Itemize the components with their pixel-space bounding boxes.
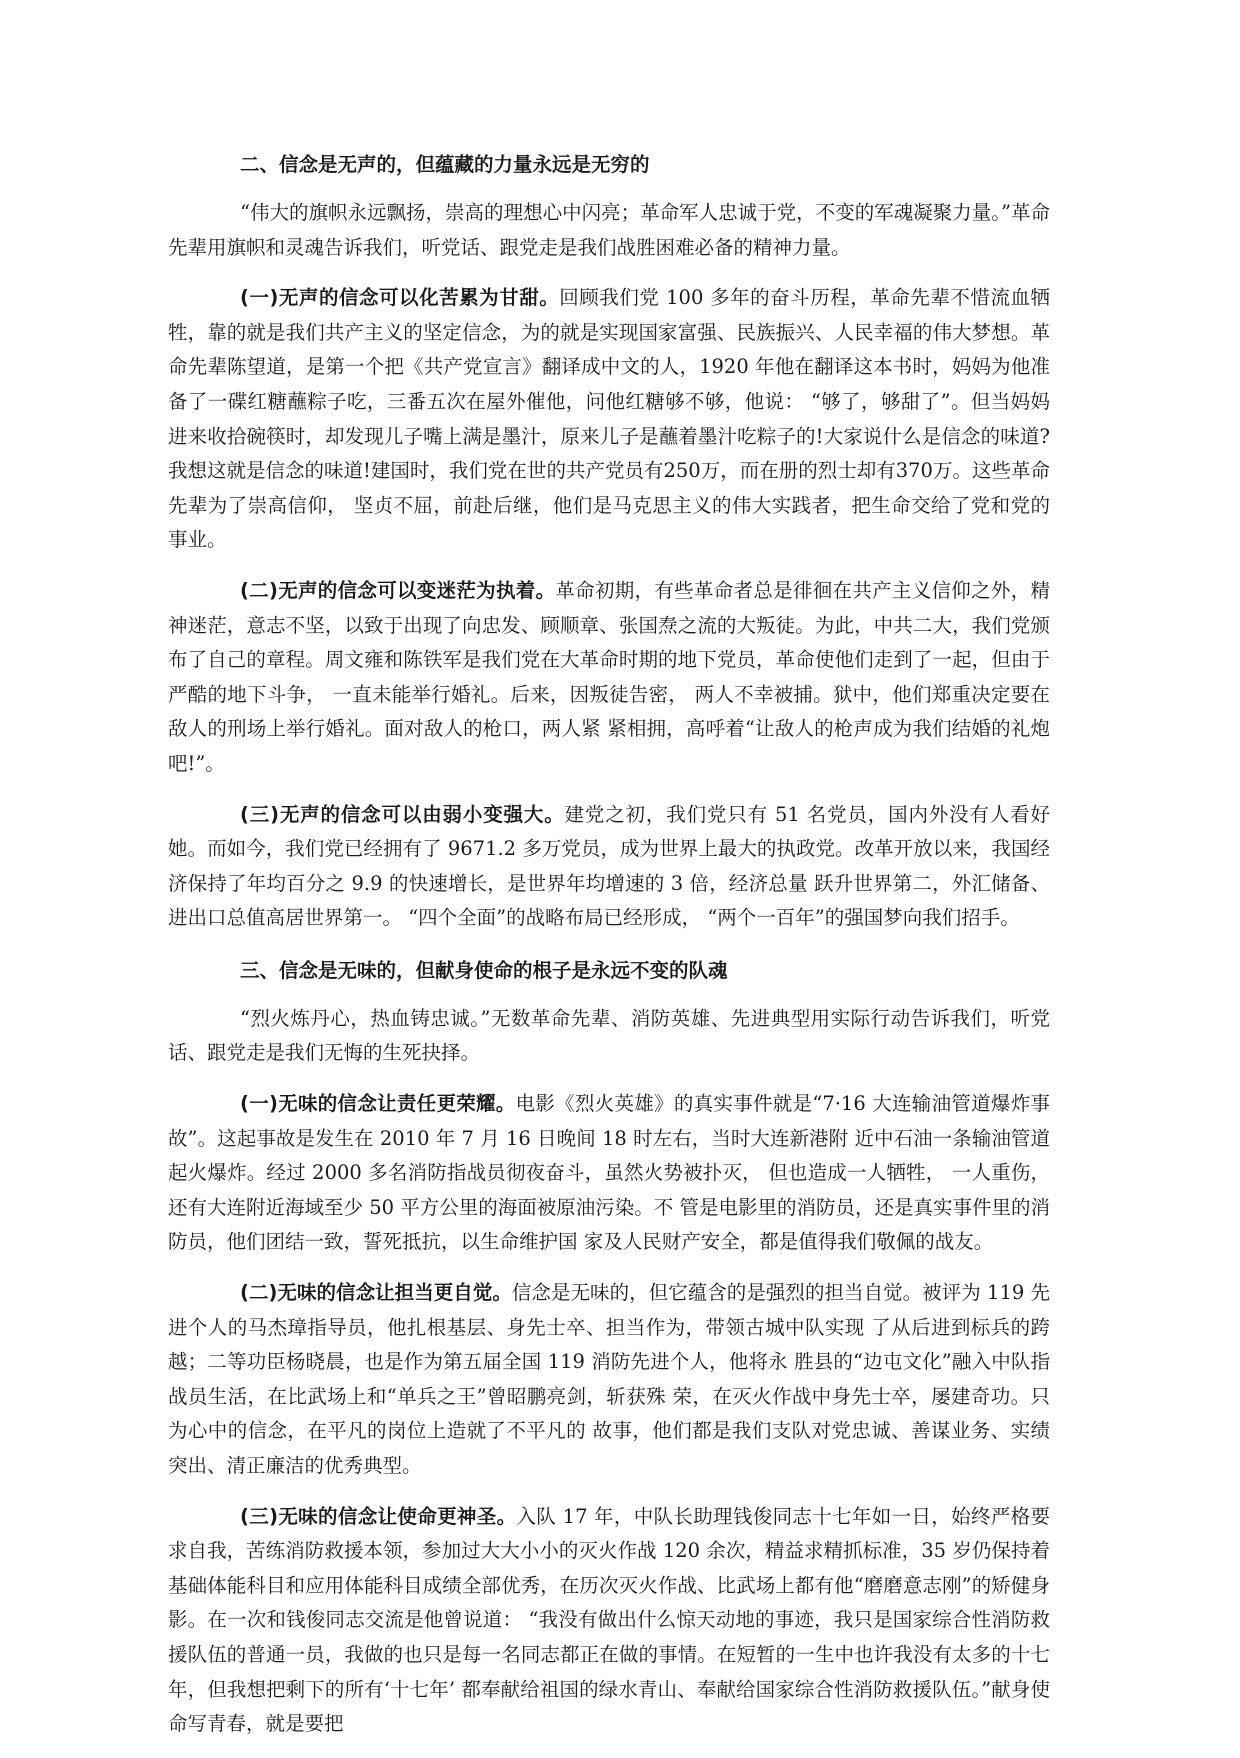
section-2-item-2 (168, 574, 1050, 782)
item-text: 回顾我们党 100 多年的奋斗历程，革命先辈不惜流血牺牲，靠的就是我们共产主义的坚定信念，为的就是实现国家富强、民族振兴、人民幸福的伟大梦想。革命先辈陈望道，是第一个把《共产党宣言》翻译成中文的人，1920 年他在翻译这本书时，妈妈为他准备了一碟红糖蘸粽子吃，三番五次在屋外催他，问他红糖够不够，他说： “够了，够甜了”。但当妈妈进来收拾碗筷时，却发现儿子嘴上满是墨汁，原来儿子是蘸着墨汁吃粽子的!大家说什么是信念的味道?我想这就是信念的味道!建国时，我们党在世的共产党员有250万，而在册的烈士却有370万。这些革命先辈为了崇高信仰， 坚贞不屈，前赴后继，他们是马克思主义的伟大实践者，把生命交给了党和党的事业。 (168, 286, 1051, 552)
section-3-item-2 (168, 1276, 1050, 1484)
document-body (168, 146, 1050, 1758)
item-text: 革命初期，有些革命者总是徘徊在共产主义信仰之外，精神迷茫，意志不坚，以致于出现了向忠发、顾顺章、张国焘之流的大叛徒。为此，中共二大，我们党颁布了自己的章程。周文雍和陈铁军是我们党在大革命时期的地下党员，革命使他们走到了一起，但由于严酷的地下斗争， 一直未能举行婚礼。后来，因叛徒告密， 两人不幸被捕。狱中，他们郑重决定要在敌人的刑场上举行婚礼。面对敌人的枪口，两人紧 紧相拥，高呼着“让敌人的枪声成为我们结婚的礼炮吧!”。 (168, 578, 1050, 775)
section-3-intro: “烈火炼丹心，热血铸忠诚。”无数革命先辈、消防英雄、先进典型用实际行动告诉我们，听党话、跟党走是我们无悔的生死抉择。 (168, 1006, 1050, 1065)
item-text: 信念是无味的，但它蕴含的是强烈的担当自觉。被评为 119 先进个人的马杰璋指导员，他扎根基层、身先士卒、担当作为，带领古城中队实现 了从后进到标兵的跨越；二等功臣杨晓晨，也是作为第五届全国 119 消防先进个人，他将永 胜县的“边屯文化”融入中队指战员生活，在比武场上和“单兵之王”曾昭鹏亮剑，斩获殊 荣，在灭火作战中身先士卒，屡建奇功。只为心中的信念，在平凡的岗位上造就了不平凡的 故事，他们都是我们支队对党忠诚、善谋业务、实绩突出、清正廉洁的优秀典型。 (168, 1281, 1050, 1477)
item-text: 电影《烈火英雄》的真实事件就是“7·16 大连输油管道爆炸事故”。这起事故是发生在 2010 年 7 月 16 日晚间 18 时左右，当时大连新港附 近中石油一条输油管道起火爆炸。经过 2000 多名消防指战员彻夜奋斗，虽然火势被扑灭， 但也造成一人牺牲， 一人重伤，还有大连附近海域至少 50 平方公里的海面被原油污染。不 管是电影里的消防员，还是真实事件里的消防员，他们团结一致，誓死抵抗，以生命维护国 家及人民财产安全，都是值得我们敬佩的战友。 (168, 1092, 1050, 1254)
section-2-item-3 (168, 798, 1050, 936)
section-2-intro: “伟大的旗帜永远飘扬，崇高的理想心中闪亮；革命军人忠诚于党，不变的军魂凝聚力量。”革命先辈用旗帜和灵魂告诉我们，听党话、跟党走是我们战胜困难必备的精神力量。 (168, 201, 1050, 259)
item-lead: (二)无味的信念让担当更自觉。 (240, 1281, 512, 1305)
section-2-item-1 (168, 281, 1050, 558)
item-lead: (一)无声的信念可以化苦累为甘甜。 (240, 286, 560, 310)
section-3-heading: 三、信念是无味的，但献身使命的根子是永远不变的队魂 (240, 958, 728, 982)
item-text: 建党之初，我们党只有 51 名党员，国内外没有人看好她。而如今，我们党已经拥有了 9671.2 多万党员，成为世界上最大的执政党。改革开放以来，我国经济保持了年均百分之 9.9 的快速增长，是世界年均增速的 3 倍，经济总量 跃升世界第二，外汇储备、进出口总值高居世界第一。 “四个全面”的战略布局已经形成， “两个一百年”的强国梦向我们招手。 (168, 802, 1050, 930)
item-text: 入队 17 年，中队长助理钱俊同志十七年如一日，始终严格要求自我，苦练消防救援本领，参加过大大小小的灭火作战 120 余次，精益求精抓标准，35 岁仍保持着基础体能科目和应用体能科目成绩全部优秀，在历次灭火作战、比武场上都有他“磨磨意志刚”的矫健身影。在一次和钱俊同志交流是他曾说道： “我没有做出什么惊天动地的事迹，我只是国家综合性消防救援队伍的普通一员，我做的也只是每一名同志都正在做的事情。在短暂的一生中也许我没有太多的十七年，但我想把剩下的所有‘十七年’ 都奉献给祖国的绿水青山、奉献给国家综合性消防救援队伍。”献身使命写青春，就是要把 (168, 1504, 1050, 1736)
item-lead: (三)无声的信念可以由弱小变强大。 (240, 802, 565, 826)
section-3-item-3 (168, 1500, 1050, 1742)
section-2-heading: 二、信念是无声的，但蕴藏的力量永远是无穷的 (240, 153, 650, 176)
item-lead: (三)无味的信念让使命更神圣。 (240, 1504, 517, 1528)
item-lead: (一)无味的信念让责任更荣耀。 (240, 1092, 516, 1116)
item-lead: (二)无声的信念可以变迷茫为执着。 (240, 578, 556, 602)
section-3-item-1 (168, 1087, 1050, 1260)
